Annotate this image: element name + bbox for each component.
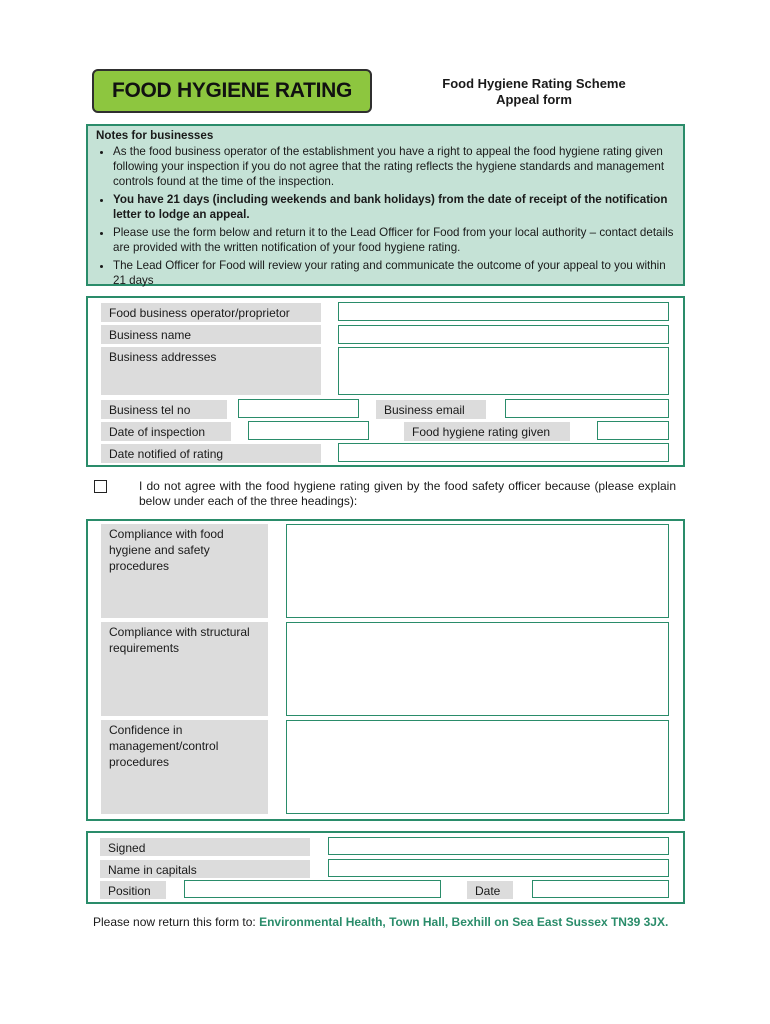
- business-address-label: Business addresses: [101, 347, 321, 395]
- return-address: Environmental Health, Town Hall, Bexhill on Sea East Sussex TN39 3JX.: [259, 915, 669, 929]
- note-item: • Please use the form below and return it to the Lead Officer for Food from your local authority – contact details are provided with the written notification of your food hygiene rating.: [113, 225, 675, 255]
- signed-label: Signed: [100, 838, 310, 856]
- business-name-label: Business name: [101, 325, 321, 344]
- note-item: • The Lead Officer for Food will review your rating and communicate the outcome of your appeal to you within 21 days: [113, 258, 675, 288]
- logo-text: FOOD HYGIENE RATING: [111, 79, 353, 102]
- rating-given-field[interactable]: [597, 421, 669, 440]
- return-instructions-prefix: Please now return this form to:: [93, 915, 260, 929]
- business-email-label: Business email: [376, 400, 486, 419]
- form-title: Food Hygiene Rating Scheme: [442, 76, 626, 91]
- note-item-deadline: • You have 21 days (including weekends and bank holidays) from the date of receipt of the notification letter to lodge an appeal.: [113, 192, 675, 222]
- name-capitals-field[interactable]: [328, 859, 669, 877]
- business-tel-field[interactable]: [238, 399, 359, 418]
- operator-label: Food business operator/proprietor: [101, 303, 321, 322]
- inspection-date-field[interactable]: [248, 421, 369, 440]
- compliance-structural-field[interactable]: [286, 622, 669, 716]
- business-name-field[interactable]: [338, 325, 669, 344]
- form-subtitle: Appeal form: [496, 92, 572, 107]
- business-email-field[interactable]: [505, 399, 669, 418]
- food-hygiene-rating-logo: [92, 69, 372, 113]
- name-capitals-label: Name in capitals: [100, 860, 310, 878]
- signed-field[interactable]: [328, 837, 669, 855]
- position-field[interactable]: [184, 880, 441, 898]
- notes-list: [96, 144, 675, 288]
- date-label: Date: [467, 881, 513, 899]
- notes-panel: [86, 124, 685, 286]
- date-notified-field[interactable]: [338, 443, 669, 462]
- note-item: • As the food business operator of the establishment you have a right to appeal the food hygiene rating given following your inspection if you do not agree that the rating reflects the hygiene standards and management controls found at the time of the inspection.: [113, 144, 675, 189]
- return-instructions: [93, 915, 677, 930]
- rating-given-label: Food hygiene rating given: [404, 422, 570, 441]
- confidence-management-field[interactable]: [286, 720, 669, 814]
- position-label: Position: [100, 881, 166, 899]
- notes-title: Notes for businesses: [96, 129, 214, 142]
- disagree-checkbox[interactable]: [94, 480, 107, 493]
- confidence-management-label: Confidence in management/control procedures: [101, 720, 268, 814]
- compliance-hygiene-field[interactable]: [286, 524, 669, 618]
- operator-field[interactable]: [338, 302, 669, 321]
- disagree-statement: I do not agree with the food hygiene rating given by the food safety officer because (please explain below under each of the three headings):: [139, 479, 676, 508]
- compliance-hygiene-label: Compliance with food hygiene and safety procedures: [101, 524, 268, 618]
- date-field[interactable]: [532, 880, 669, 898]
- business-tel-label: Business tel no: [101, 400, 227, 419]
- date-notified-label: Date notified of rating: [101, 444, 321, 463]
- business-address-field[interactable]: [338, 347, 669, 395]
- inspection-date-label: Date of inspection: [101, 422, 231, 441]
- compliance-structural-label: Compliance with structural requirements: [101, 622, 268, 716]
